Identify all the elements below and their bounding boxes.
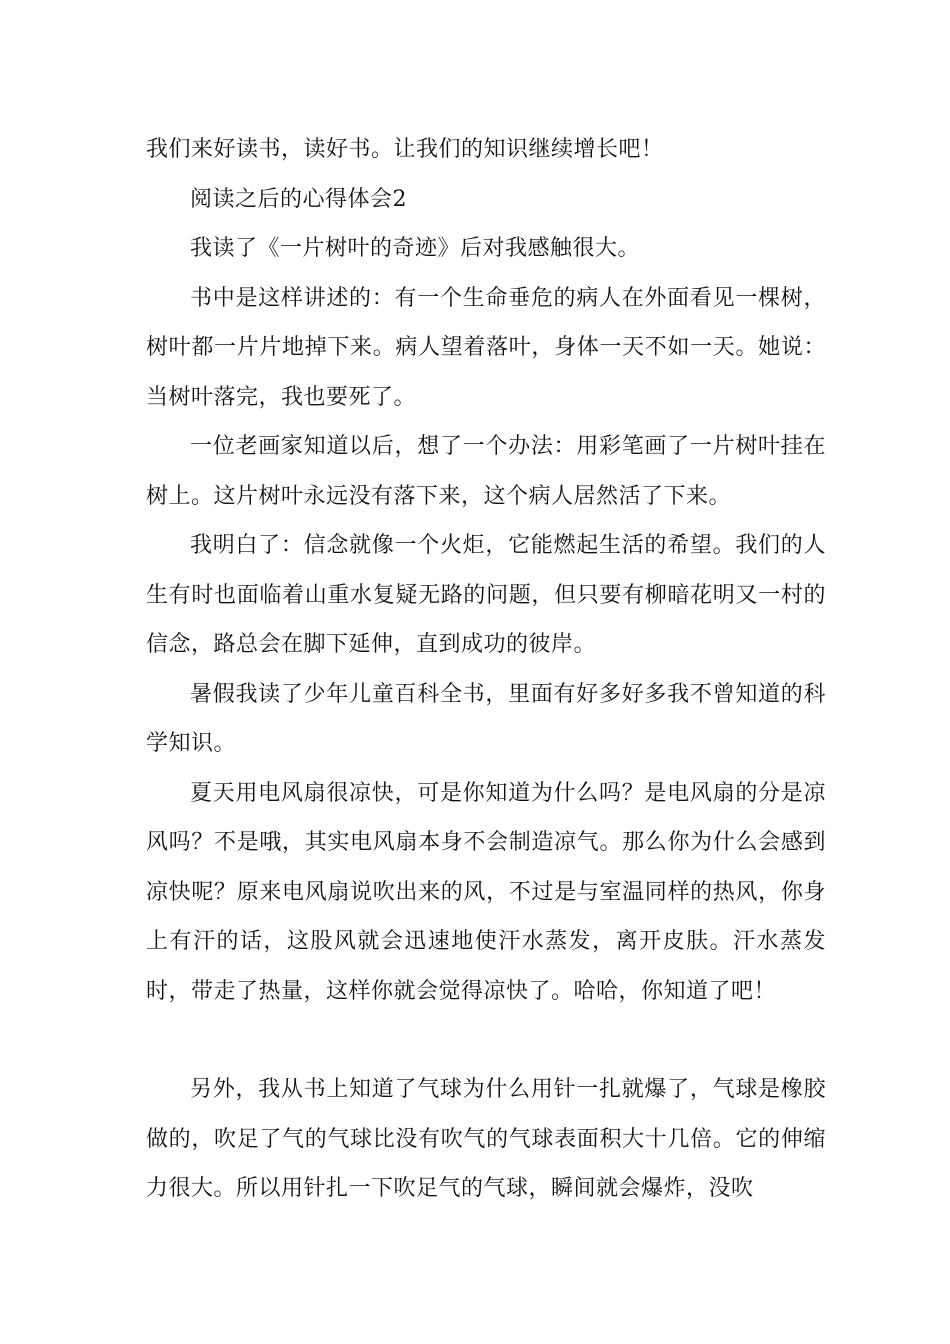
paragraph: 另外，我从书上知道了气球为什么用针一扎就爆了，气球是橡胶做的，吹足了气的气球比没有吹气的气球表面积大十几倍。它的伸缩力很大。所以用针扎一下吹足气的气球，瞬间就会爆炸，没吹 <box>146 1077 826 1201</box>
paragraph: 我读了《一片树叶的奇迹》后对我感触很大。 <box>190 236 641 261</box>
paragraph: 一位老画家知道以后，想了一个办法：用彩笔画了一片树叶挂在树上。这片树叶永远没有落下来，这个病人居然活了下来。 <box>146 434 826 509</box>
paragraph: 暑假我读了少年儿童百科全书，里面有好多好多我不曾知道的科学知识。 <box>146 681 826 756</box>
paragraph: 书中是这样讲述的：有一个生命垂危的病人在外面看见一棵树，树叶都一片片地掉下来。病人望着落叶，身体一天不如一天。她说：当树叶落完，我也要死了。 <box>146 285 826 410</box>
paragraph-continuation: 我们来好读书，读好书。让我们的知识继续增长吧！ <box>146 137 664 162</box>
section-heading: 阅读之后的心得体会2 <box>190 186 407 212</box>
document-body <box>146 125 826 1214</box>
paragraph: 我明白了：信念就像一个火炬，它能燃起生活的希望。我们的人生有时也面临着山重水复疑无路的问题，但只要有柳暗花明又一村的信念，路总会在脚下延伸，直到成功的彼岸。 <box>146 533 826 657</box>
paragraph: 夏天用电风扇很凉快，可是你知道为什么吗？是电风扇的分是凉风吗？不是哦，其实电风扇本身不会制造凉气。那么你为什么会感到凉快呢？原来电风扇说吹出来的风，不过是与室温同样的热风，你身上有汗的话，这股风就会迅速地使汗水蒸发，离开皮肤。汗水蒸发时，带走了热量，这样你就会觉得凉快了。哈哈，你知道了吧！ <box>146 780 826 1004</box>
